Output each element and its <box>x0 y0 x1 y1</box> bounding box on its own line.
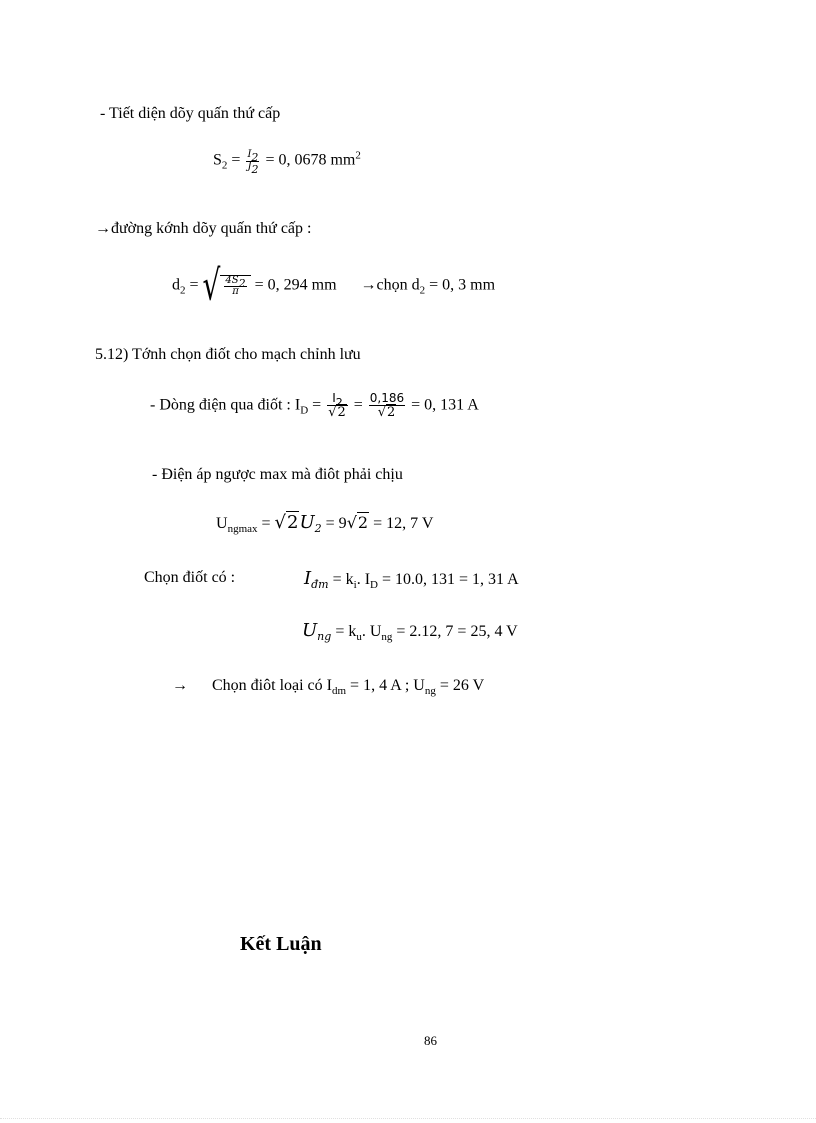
page-bottom-divider <box>0 1118 816 1119</box>
conclusion-heading: Kết Luận <box>240 933 322 955</box>
secondary-cross-section-label: - Tiết diện dõy quấn thứ cấp <box>100 105 281 122</box>
reverse-voltage-formula: $U_{ngmax} = √2U_2 = 9√2 = 12$, 7 V <box>216 512 434 535</box>
diode-current-formula: - Dòng điện qua điốt : $I_D$ = $\frac{I_2}{√2}$ = $\frac{0,186}{√2}$ = 0, 131 A <box>150 391 479 420</box>
rated-voltage-formula: $U_{ng} = k_u$. $U_{ng} = 2.12$, 7 = 25, 4 V <box>302 620 518 643</box>
current-density-fraction: $\frac{I_2}{J_2}$ <box>247 149 259 176</box>
current-fraction-2: $\frac{0,186}{√2}$ <box>369 391 405 420</box>
page-number: 86 <box>424 1033 437 1048</box>
choose-diode-label: Chọn điốt có : <box>144 569 236 586</box>
secondary-diameter-label: →đường kớnh dõy quấn thứ cấp : <box>95 220 312 237</box>
reverse-voltage-label: - Điện áp ngược max mà điôt phải chịu <box>152 466 403 483</box>
final-diode-choice: → Chọn điôt loại có $I_{dm} = 1$, 4 A ; $U_{ng} = 26$ V <box>172 677 485 697</box>
sqrt-symbol: √ $\frac{4S_2}{\pi}$ <box>203 272 251 300</box>
secondary-diameter-formula: $d_2$ = √ $\frac{4S_2}{\pi}$ = 0, 294 mm →chọn $d_2 = 0$, 3 mm <box>172 260 496 310</box>
rated-current-formula: $I_{đm} = k_i$. $I_D = 10.0$, 131 = 1, 31 A <box>304 568 519 591</box>
secondary-cross-section-formula: $S_2$ = $\frac{I_2}{J_2}$ = 0, 0678 $mm^2$ <box>213 149 361 176</box>
arrow-icon: → <box>172 677 188 694</box>
current-fraction-1: $\frac{I_2}{√2}$ <box>328 391 346 420</box>
diode-section-title: 5.12) Tớnh chọn điốt cho mạch chỉnh lưu <box>95 346 361 363</box>
